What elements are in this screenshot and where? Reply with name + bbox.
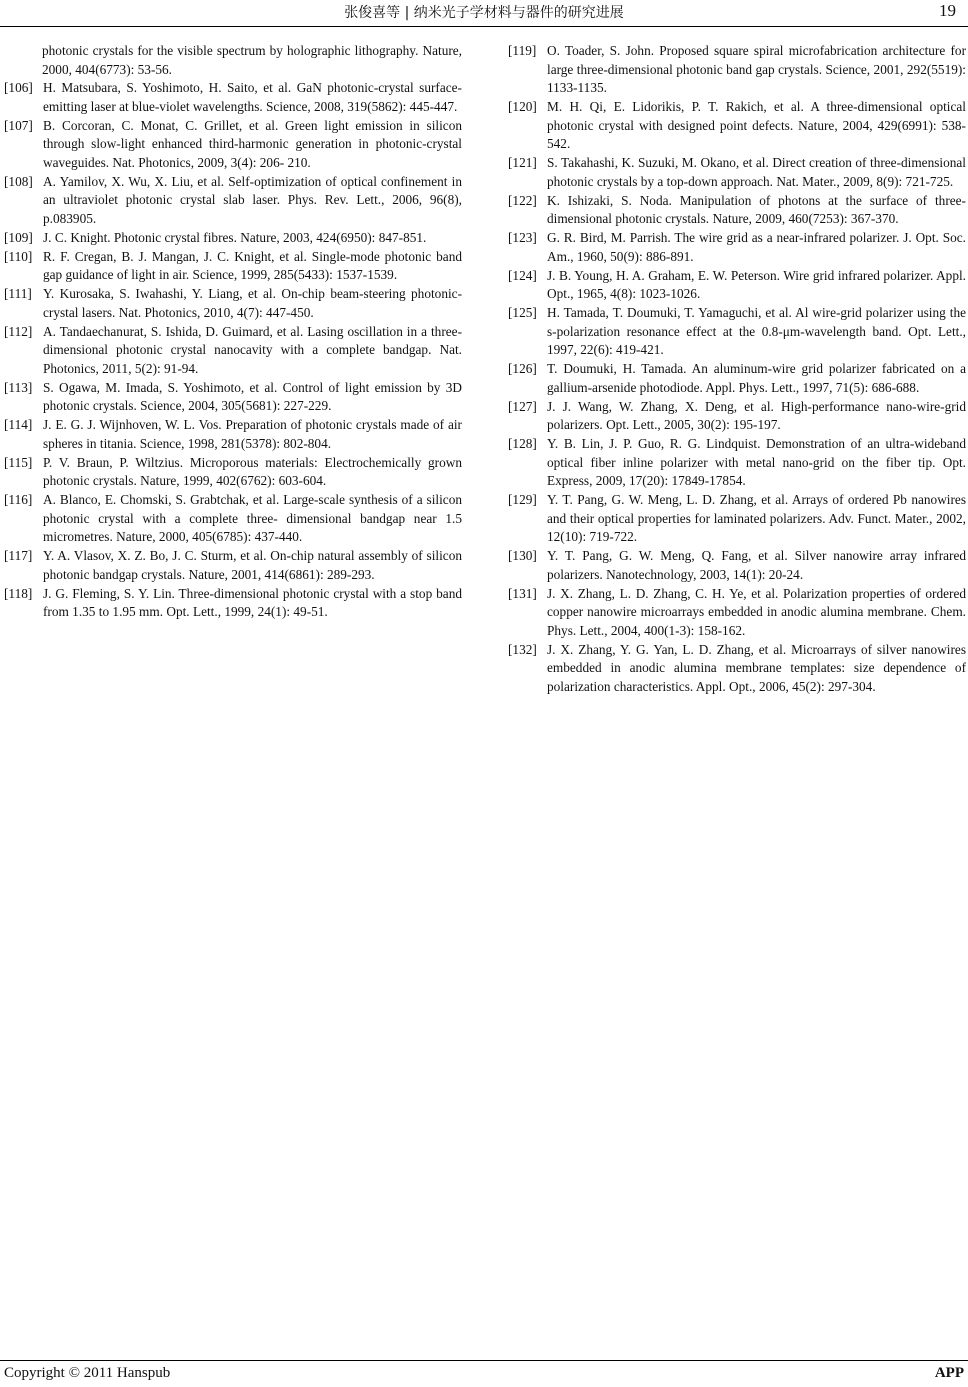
reference-entry [4, 454, 462, 491]
reference-entry [508, 360, 966, 397]
reference-text: M. H. Qi, E. Lidorikis, P. T. Rakich, et al. A three-dimensional optical photonic crystal with designed point defects. Nature, 2004, 429(6991): 538-542. [547, 99, 966, 152]
reference-entry [4, 229, 462, 248]
reference-number: [121] [508, 155, 537, 171]
reference-entry [508, 98, 966, 154]
reference-number: [108] [4, 173, 33, 189]
reference-text: S. Ogawa, M. Imada, S. Yoshimoto, et al. Control of light emission by 3D photonic crystals. Science, 2004, 305(5681): 227-229. [43, 379, 462, 414]
reference-entry [508, 491, 966, 547]
reference-number: [114] [4, 417, 33, 433]
reference-entry [4, 585, 462, 622]
right-reference-list [508, 42, 966, 697]
reference-entry [508, 547, 966, 584]
reference-number: [120] [508, 99, 537, 115]
reference-entry [508, 154, 966, 191]
reference-entry [4, 117, 462, 173]
reference-entry [508, 304, 966, 360]
reference-number: [118] [4, 585, 33, 601]
reference-number: [129] [508, 492, 537, 508]
reference-entry [508, 641, 966, 697]
left-column [4, 42, 462, 622]
reference-number: [125] [508, 305, 537, 321]
reference-entry [4, 491, 462, 547]
reference-text: K. Ishizaki, S. Noda. Manipulation of photons at the surface of three-dimensional photonic crystals. Nature, 2009, 460(7253): 367-370. [547, 192, 966, 227]
reference-number: [128] [508, 436, 537, 452]
reference-number: [132] [508, 641, 537, 657]
reference-entry [4, 173, 462, 229]
reference-text: G. R. Bird, M. Parrish. The wire grid as a near-infrared polarizer. J. Opt. Soc. Am., 1960, 50(9): 886-891. [547, 230, 966, 264]
right-column [508, 42, 966, 697]
reference-number: [112] [4, 323, 33, 339]
reference-entry [508, 267, 966, 304]
reference-text: J. B. Young, H. A. Graham, E. W. Peterson. Wire grid infrared polarizer. Appl. Opt., 1965, 4(8): 1023-1026. [547, 267, 966, 302]
page-header [0, 0, 968, 27]
reference-number: [113] [4, 379, 33, 395]
reference-number: [107] [4, 117, 33, 133]
reference-number: [123] [508, 230, 537, 246]
reference-text: O. Toader, S. John. Proposed square spiral microfabrication architecture for large three-dimensional photonic band gap crystals. Science, 2001, 292(5519): 1133-1135. [547, 43, 966, 96]
reference-text: J. E. G. J. Wijnhoven, W. L. Vos. Preparation of photonic crystals made of air spheres in titania. Science, 1998, 281(5378): 802-804. [43, 417, 462, 451]
reference-number: [124] [508, 267, 537, 283]
reference-number: [131] [508, 585, 537, 601]
reference-text: A. Tandaechanurat, S. Ishida, D. Guimard, et al. Lasing oscillation in a three-dimensional photonic crystal nanocavity with a complete bandgap. Nat. Photonics, 2011, 5(2): 91-94. [43, 323, 462, 376]
reference-text: J. J. Wang, W. Zhang, X. Deng, et al. High-performance nano-wire-grid polarizers. Opt. Lett., 2005, 30(2): 195-197. [547, 398, 966, 433]
reference-text: S. Takahashi, K. Suzuki, M. Okano, et al. Direct creation of three-dimensional photonic crystals by a top-down approach. Nat. Mater., 2009, 8(9): 721-725. [547, 155, 966, 189]
page-footer [0, 1360, 968, 1387]
reference-number: [130] [508, 548, 537, 564]
running-title: 张俊喜等 | 纳米光子学材料与器件的研究进展 [344, 5, 624, 21]
reference-entry [4, 79, 462, 116]
reference-number: [126] [508, 361, 537, 377]
reference-entry [508, 398, 966, 435]
reference-text: J. X. Zhang, Y. G. Yan, L. D. Zhang, et al. Microarrays of silver nanowires embedded in anodic alumina membrane templates: size dependence of polarization characteristics. Appl. Opt., 2006, 45(2): 297-304. [547, 641, 966, 695]
reference-number: [109] [4, 229, 33, 245]
reference-text: Y. T. Pang, G. W. Meng, L. D. Zhang, et al. Arrays of ordered Pb nanowires and their optical properties for laminated polarizers. Adv. Funct. Mater., 2002, 12(10): 719-722. [547, 492, 966, 545]
reference-text: Y. Kurosaka, S. Iwahashi, Y. Liang, et al. On-chip beam-steering photonic-crystal lasers. Nat. Photonics, 2010, 4(7): 447-450. [43, 286, 462, 320]
reference-number: [127] [508, 398, 537, 414]
reference-number: [122] [508, 192, 537, 208]
reference-text: A. Yamilov, X. Wu, X. Liu, et al. Self-optimization of optical confinement in an ultraviolet photonic crystal slab laser. Phys. Rev. Lett., 2006, 96(8), p.083905. [43, 173, 462, 226]
reference-text: H. Matsubara, S. Yoshimoto, H. Saito, et al. GaN photonic-crystal surface-emitting laser at blue-violet wavelengths. Science, 2008, 319(5862): 445-447. [43, 80, 462, 114]
reference-text: H. Tamada, T. Doumuki, T. Yamaguchi, et al. Al wire-grid polarizer using the s-polarization resonance effect at the 0.8-μm-wavelength band. Opt. Lett., 1997, 22(6): 419-421. [547, 305, 966, 358]
reference-entry [4, 379, 462, 416]
reference-continuation: photonic crystals for the visible spectrum by holographic lithography. Nature, 2000, 404(6773): 53-56. [42, 43, 462, 77]
reference-number: [116] [4, 492, 33, 508]
reference-text: J. X. Zhang, L. D. Zhang, C. H. Ye, et al. Polarization properties of ordered copper nanowire microarrays embedded in anodic alumina membrane. Chem. Phys. Lett., 2004, 400(1-3): 158-162. [547, 585, 966, 638]
reference-entry [508, 435, 966, 491]
reference-text: J. G. Fleming, S. Y. Lin. Three-dimensional photonic crystal with a stop band from 1.35 to 1.95 mm. Opt. Lett., 1999, 24(1): 49-51. [43, 585, 462, 620]
reference-number: [111] [4, 286, 32, 302]
reference-number: [117] [4, 548, 33, 564]
reference-entry [4, 248, 462, 285]
reference-entry [4, 285, 462, 322]
reference-number: [115] [4, 454, 33, 470]
reference-text: A. Blanco, E. Chomski, S. Grabtchak, et al. Large-scale synthesis of a silicon photonic crystal with a complete three- dimensional bandgap near 1.5 micrometres. Nature, 2000, 405(6785): 437-440. [43, 492, 462, 545]
copyright-notice: Copyright © 2011 Hanspub [4, 1365, 171, 1381]
reference-entry [508, 585, 966, 641]
reference-text: Y. T. Pang, G. W. Meng, Q. Fang, et al. Silver nanowire array infrared polarizers. Nanotechnology, 2003, 14(1): 20-24. [547, 548, 966, 582]
reference-entry [4, 416, 462, 453]
reference-text: J. C. Knight. Photonic crystal fibres. Nature, 2003, 424(6950): 847-851. [43, 229, 427, 245]
journal-name: APP [934, 1365, 964, 1381]
reference-text: B. Corcoran, C. Monat, C. Grillet, et al. Green light emission in silicon through slow-light enhanced third-harmonic generation in photonic-crystal waveguides. Nat. Photonics, 2009, 3(4): 206- 210. [43, 117, 462, 170]
reference-text: T. Doumuki, H. Tamada. An aluminum-wire grid polarizer fabricated on a gallium-arsenide photodiode. Appl. Phys. Lett., 1997, 71(5): 686-688. [547, 361, 966, 395]
reference-entry [508, 192, 966, 229]
reference-number: [110] [4, 248, 33, 264]
reference-number: [106] [4, 80, 33, 96]
reference-text: P. V. Braun, P. Wiltzius. Microporous materials: Electrochemically grown photonic crystals. Nature, 1999, 402(6762): 603-604. [43, 454, 462, 489]
reference-text: R. F. Cregan, B. J. Mangan, J. C. Knight, et al. Single-mode photonic band gap guidance of light in air. Science, 1999, 285(5433): 1537-1539. [43, 248, 462, 283]
reference-entry [508, 42, 966, 98]
page-number: 19 [939, 1, 956, 20]
left-reference-list [4, 79, 462, 622]
reference-entry [508, 229, 966, 266]
reference-text: Y. B. Lin, J. P. Guo, R. G. Lindquist. Demonstration of an ultra-wideband optical fiber inline polarizer with metal nano-grid on the fiber tip. Opt. Express, 2009, 17(20): 17849-17854. [547, 436, 966, 489]
reference-entry [4, 547, 462, 584]
reference-text: Y. A. Vlasov, X. Z. Bo, J. C. Sturm, et al. On-chip natural assembly of silicon photonic bandgap crystals. Nature, 2001, 414(6861): 289-293. [43, 548, 462, 582]
reference-entry [4, 323, 462, 379]
reference-number: [119] [508, 43, 537, 58]
